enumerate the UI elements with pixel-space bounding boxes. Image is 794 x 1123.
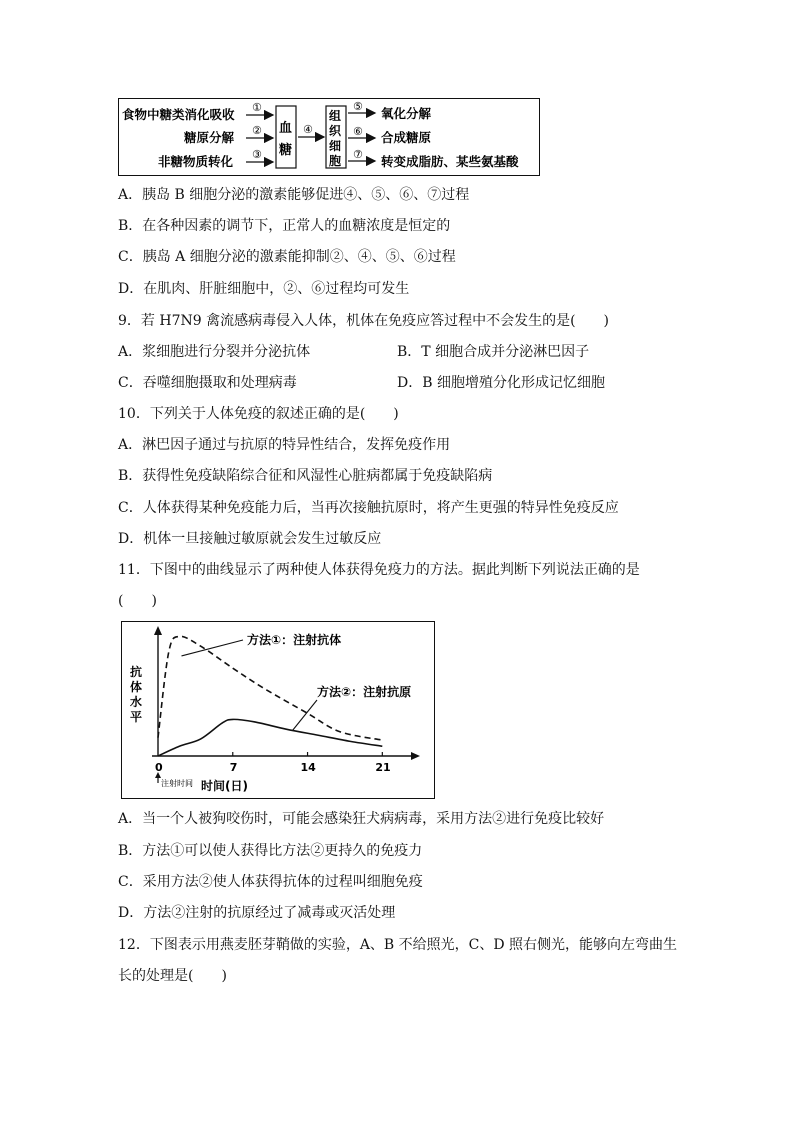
q9-stem: 9．若 H7N9 禽流感病毒侵入人体，机体在免疫应答过程中不会发生的是( ) <box>118 313 610 329</box>
blood-char-2: 糖 <box>279 143 293 158</box>
q9-option-b: B．T 细胞合成并分泌淋巴因子 <box>397 344 590 360</box>
x-tick-label-21: 21 <box>375 761 391 774</box>
num-4: ④ <box>303 123 313 136</box>
q12-line-1: 12．下图表示用燕麦胚芽鞘做的实验，A、B 不给照光，C、D 照右侧光，能够向左弯曲生 <box>118 937 678 953</box>
q11-option-d: D．方法②注射的抗原经过了减毒或灭活处理 <box>118 905 396 921</box>
x-axis-arrow <box>411 752 420 760</box>
q10-stem: 10．下列关于人体免疫的叙述正确的是( ) <box>118 406 399 422</box>
cell-char-4: 胞 <box>329 154 342 168</box>
q10-option-d: D．机体一旦接触过敏原就会发生过敏反应 <box>118 531 382 547</box>
q8-option-c: C．胰岛 A 细胞分泌的激素能抑制②、④、⑤、⑥过程 <box>118 249 456 265</box>
blood-sugar-diagram <box>118 98 540 176</box>
num-7: ⑦ <box>353 148 363 161</box>
num-3: ③ <box>252 148 262 161</box>
series-1-label: 方法①：注射抗体 <box>247 633 342 647</box>
source-3: 非糖物质转化 <box>158 154 234 169</box>
num-2: ② <box>252 124 262 137</box>
source-2: 糖原分解 <box>184 130 235 145</box>
q11-option-a: A．当一个人被狗咬伤时，可能会感染狂犬病病毒，采用方法②进行免疫比较好 <box>118 811 605 827</box>
num-5: ⑤ <box>353 100 363 113</box>
antibody-level-chart <box>121 621 435 799</box>
output-2: 合成糖原 <box>381 130 432 145</box>
output-3: 转变成脂肪、某些氨基酸 <box>381 154 519 169</box>
q10-option-a: A．淋巴因子通过与抗原的特异性结合，发挥免疫作用 <box>118 437 451 453</box>
q10-option-c: C．人体获得某种免疫能力后，当再次接触抗原时，将产生更强的特异性免疫反应 <box>118 500 619 516</box>
q12-line-2: 长的处理是( ) <box>118 968 227 984</box>
output-1: 氧化分解 <box>381 106 432 121</box>
y-axis-arrow <box>154 626 162 635</box>
q11-paren: ( ) <box>118 593 157 609</box>
cell-char-2: 织 <box>329 124 342 138</box>
cell-char-1: 组 <box>329 109 342 123</box>
q8-option-b: B．在各种因素的调节下，正常人的血糖浓度是恒定的 <box>118 218 451 234</box>
q11-option-c: C．采用方法②使人体获得抗体的过程叫细胞免疫 <box>118 874 423 890</box>
blood-sugar-box <box>276 106 296 168</box>
q9-option-d: D．B 细胞增殖分化形成记忆细胞 <box>397 375 605 391</box>
x-tick-label-7: 7 <box>229 761 238 774</box>
y-axis-label-char: 体 <box>130 680 143 694</box>
q9-option-a: A．浆细胞进行分裂并分泌抗体 <box>118 344 311 360</box>
x-tick-label-14: 14 <box>300 761 316 774</box>
cell-char-3: 细 <box>329 139 342 153</box>
blood-char-1: 血 <box>279 121 293 136</box>
num-6: ⑥ <box>353 125 363 138</box>
source-1: 食物中糖类消化吸收 <box>122 107 235 122</box>
q8-option-d: D．在肌肉、肝脏细胞中，②、⑥过程均可发生 <box>118 281 410 297</box>
q11-option-b: B．方法①可以使人获得比方法②更持久的免疫力 <box>118 843 423 859</box>
q10-option-b: B．获得性免疫缺陷综合征和风湿性心脏病都属于免疫缺陷病 <box>118 468 493 484</box>
series-2-pointer <box>293 700 317 730</box>
series-2-label: 方法②：注射抗原 <box>317 685 412 699</box>
q9-option-c: C．吞噬细胞摄取和处理病毒 <box>118 375 297 391</box>
x-axis-label: 时间(日) <box>201 779 248 793</box>
series-line-2 <box>158 719 382 756</box>
num-1: ① <box>252 101 262 114</box>
y-axis-label-char: 水 <box>130 695 143 709</box>
x-tick-label-0: 0 <box>155 761 163 774</box>
y-axis-label-char: 抗 <box>130 665 143 679</box>
q11-stem: 11．下图中的曲线显示了两种使人体获得免疫力的方法。据此判断下列说法正确的是 <box>118 562 640 578</box>
y-axis-label-char: 平 <box>130 710 143 724</box>
injection-time-label: 注射时间 <box>161 779 193 788</box>
q8-option-a: A．胰岛 B 细胞分泌的激素能够促进④、⑤、⑥、⑦过程 <box>118 187 470 203</box>
